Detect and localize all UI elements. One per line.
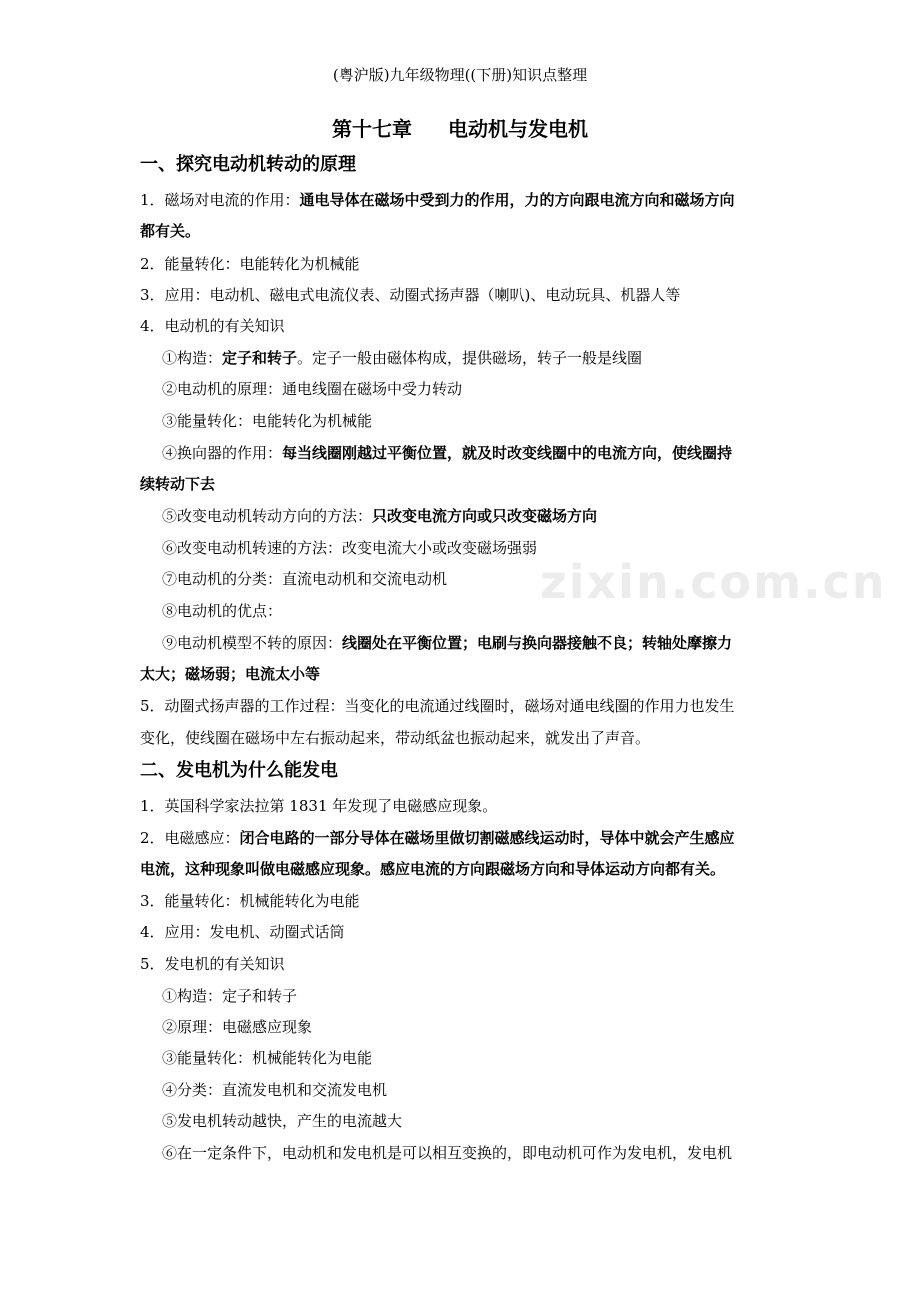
s1-item3: 3．应用：电动机、磁电式电流仪表、动圈式扬声器（喇叭)、电动玩具、机器人等: [140, 286, 681, 304]
s1-sub4-bold: 每当线圈刚越过平衡位置，就及时改变线圈中的电流方向，使线圈持: [282, 444, 733, 462]
s2-sub2: ②原理：电磁感应现象: [162, 1018, 313, 1036]
s2-sub3: ③能量转化：机械能转化为电能: [162, 1049, 373, 1067]
s1-sub5-label: ⑤改变电动机转动方向的方法：: [162, 507, 373, 525]
watermark: zixin.com.cn: [540, 555, 887, 609]
chapter-title: [0, 113, 920, 142]
s2-item3: 3．能量转化：机械能转化为电能: [140, 892, 360, 910]
s1-sub6: ⑥改变电动机转速的方法：改变电流大小或改变磁场强弱: [162, 539, 538, 557]
chapter-number: 第十七章: [332, 117, 412, 141]
s1-sub1: [162, 347, 785, 369]
s1-item2: 2．能量转化：电能转化为机械能: [140, 255, 360, 273]
s1-sub7: ⑦电动机的分类：直流电动机和交流电动机: [162, 570, 448, 588]
s1-sub2: ②电动机的原理：通电线圈在磁场中受力转动: [162, 380, 463, 398]
s1-item4: 4．电动机的有关知识: [140, 317, 285, 335]
s2-item2-label: 2．电磁感应：: [140, 829, 240, 847]
s1-sub4-line1: [162, 442, 785, 464]
s2-item2-bold-cont: 电流，这种现象叫做电磁感应现象。感应电流的方向跟磁场方向和导体运动方向都有关。: [140, 860, 726, 878]
s1-sub8: ⑧电动机的优点：: [162, 602, 283, 620]
s1-sub9-line1: [162, 632, 785, 654]
s1-item1-bold: 通电导体在磁场中受到力的作用，力的方向跟电流方向和磁场方向: [299, 191, 735, 209]
s2-item2-line2: [140, 858, 785, 880]
s1-sub1-label: ①构造：: [162, 349, 223, 367]
s1-sub3: ③能量转化：电能转化为机械能: [162, 412, 373, 430]
page-header: (粤沪版)九年级物理((下册)知识点整理: [332, 66, 588, 84]
chapter-name: 电动机与发电机: [448, 117, 588, 141]
section2-heading: 二、发电机为什么能发电: [140, 760, 338, 781]
s1-item1-line2: [140, 220, 785, 242]
s1-sub4-label: ④换向器的作用：: [162, 444, 283, 462]
s2-item5: 5．发电机的有关知识: [140, 955, 285, 973]
s1-sub4-bold-cont: 续转动下去: [140, 475, 216, 493]
s1-sub9-bold: 线圈处在平衡位置；电刷与换向器接触不良；转轴处摩擦力: [342, 634, 733, 652]
s2-item4: 4．应用：发电机、动圈式话筒: [140, 923, 345, 941]
s2-sub6: ⑥在一定条件下，电动机和发电机是可以相互变换的，即电动机可作为发电机，发电机: [162, 1144, 733, 1162]
s1-sub5: [162, 505, 785, 527]
s2-item1: 1．英国科学家法拉第 1831 年发现了电磁感应现象。: [140, 797, 498, 815]
s1-sub9-line2: [140, 663, 785, 685]
s1-sub9-bold-cont: 太大；磁场弱；电流太小等: [140, 665, 321, 683]
s2-item2-line1: [140, 827, 785, 849]
s1-item5-line2: 变化，使线圈在磁场中左右振动起来，带动纸盆也振动起来，就发出了声音。: [140, 729, 651, 747]
s2-item2-bold: 闭合电路的一部分导体在磁场里做切割磁感线运动时，导体中就会产生感应: [239, 829, 735, 847]
s1-sub1-bold: 定子和转子: [222, 349, 298, 367]
s1-sub5-bold: 只改变电流方向或只改变磁场方向: [372, 507, 598, 525]
s2-sub4: ④分类：直流发电机和交流发电机: [162, 1081, 388, 1099]
s1-item1-label: 1．磁场对电流的作用：: [140, 191, 300, 209]
s2-sub5: ⑤发电机转动越快，产生的电流越大: [162, 1112, 403, 1130]
s1-sub1-rest: 。定子一般由磁体构成，提供磁场，转子一般是线圈: [297, 349, 643, 367]
s1-item1-line1: [140, 189, 785, 211]
s1-item1-bold-cont: 都有关。: [140, 222, 201, 240]
s2-sub1: ①构造：定子和转子: [162, 987, 298, 1005]
s1-sub9-label: ⑨电动机模型不转的原因：: [162, 634, 343, 652]
s1-sub4-line2: [140, 473, 785, 495]
s1-item5-line1: 5．动圈式扬声器的工作过程：当变化的电流通过线圈时，磁场对通电线圈的作用力也发生: [140, 697, 735, 715]
section1-heading: 一、探究电动机转动的原理: [140, 154, 356, 175]
